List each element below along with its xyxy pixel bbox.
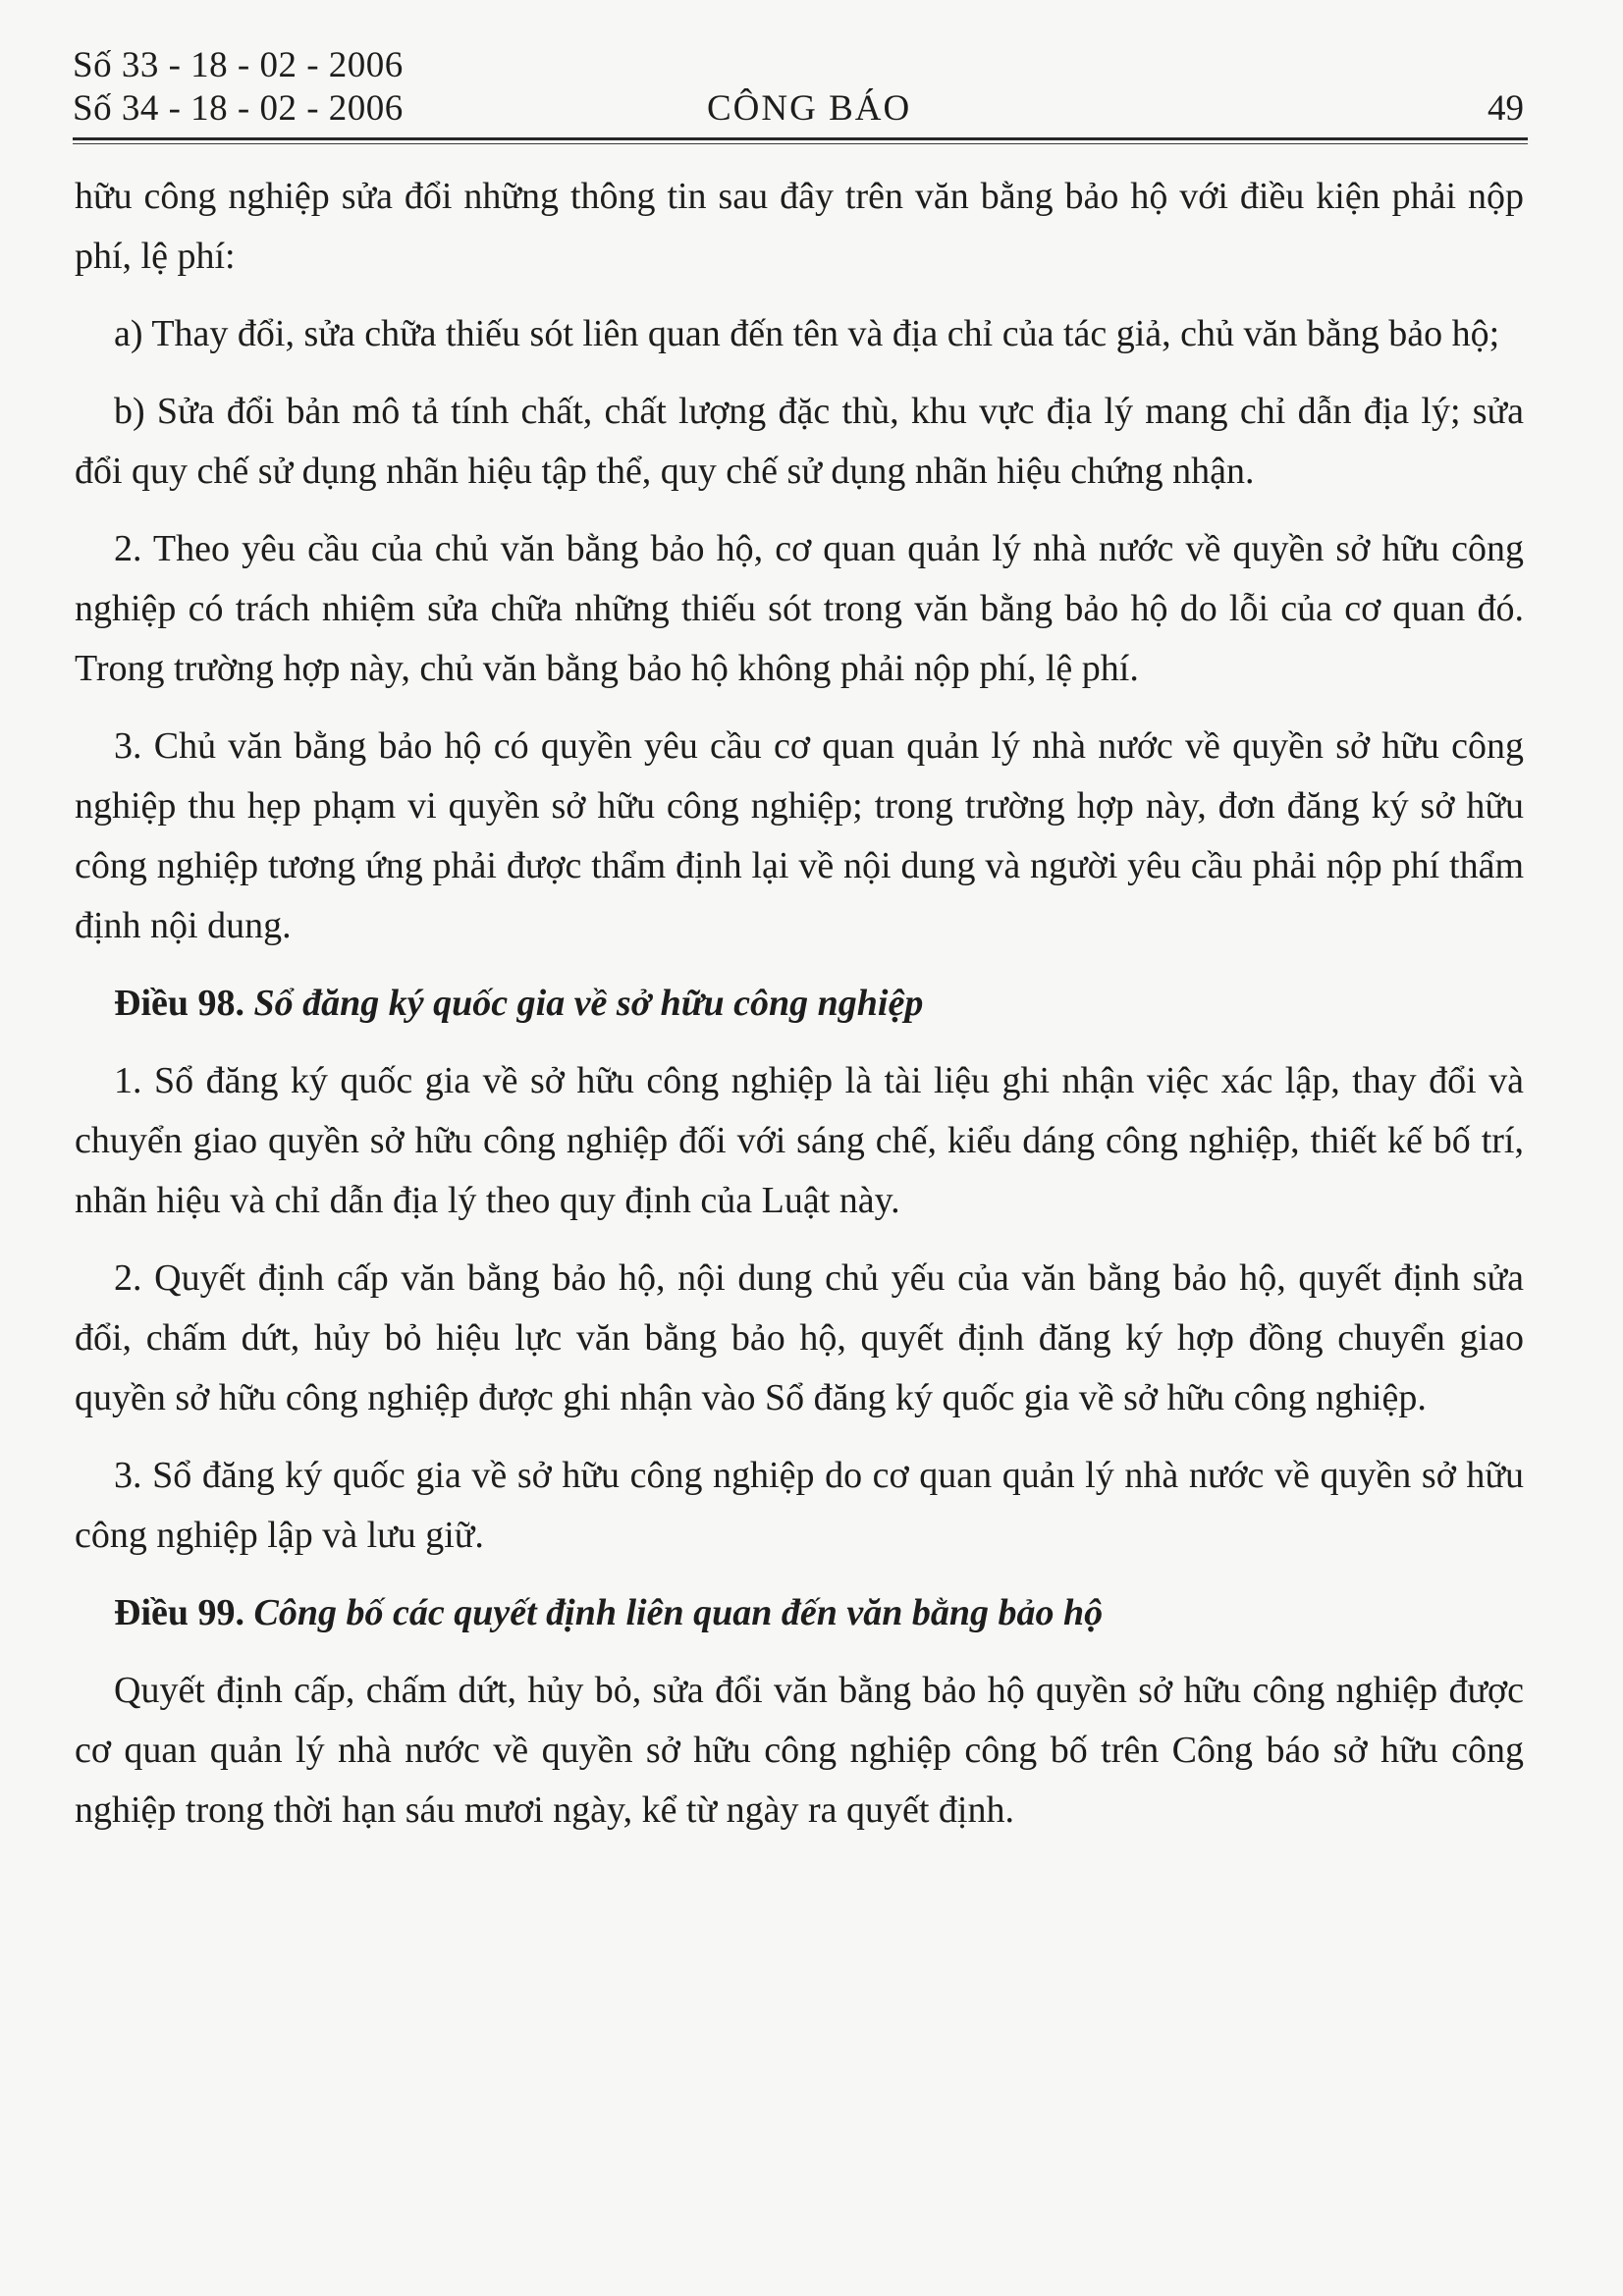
- header-rule-thick: [73, 137, 1528, 140]
- document-body: [75, 167, 1524, 1858]
- article-99-label: Điều 99.: [114, 1592, 244, 1633]
- item-b-paragraph: b) Sửa đổi bản mô tả tính chất, chất lượng đặc thù, khu vực địa lý mang chỉ dẫn địa lý; sửa đổi quy chế sử dụng nhãn hiệu tập thể, quy chế sử dụng nhãn hiệu chứng nhận.: [75, 391, 1524, 492]
- continuation-paragraph: hữu công nghiệp sửa đổi những thông tin sau đây trên văn bằng bảo hộ với điều kiện phải nộp phí, lệ phí:: [75, 176, 1524, 277]
- article-98-heading: [75, 974, 1524, 1034]
- clause-2-paragraph: 2. Theo yêu cầu của chủ văn bằng bảo hộ, cơ quan quản lý nhà nước về quyền sở hữu công nghiệp có trách nhiệm sửa chữa những thiếu sót trong văn bằng bảo hộ do lỗi của cơ quan đó. Trong trường hợp này, chủ văn bằng bảo hộ không phải nộp phí, lệ phí.: [75, 528, 1524, 689]
- article-98-clause-1: 1. Sổ đăng ký quốc gia về sở hữu công nghiệp là tài liệu ghi nhận việc xác lập, thay đổi và chuyển giao quyền sở hữu công nghiệp đối với sáng chế, kiểu dáng công nghiệp, thiết kế bố trí, nhãn hiệu và chỉ dẫn địa lý theo quy định của Luật này.: [75, 1060, 1524, 1221]
- article-98-label: Điều 98.: [114, 983, 244, 1024]
- article-98-clause-3: 3. Sổ đăng ký quốc gia về sở hữu công nghiệp do cơ quan quản lý nhà nước về quyền sở hữu công nghiệp lập và lưu giữ.: [75, 1455, 1524, 1556]
- article-98-clause-2: 2. Quyết định cấp văn bằng bảo hộ, nội dung chủ yếu của văn bằng bảo hộ, quyết định sửa đổi, chấm dứt, hủy bỏ hiệu lực văn bằng bảo hộ, quyết định đăng ký hợp đồng chuyển giao quyền sở hữu công nghiệp được ghi nhận vào Sổ đăng ký quốc gia về sở hữu công nghiệp.: [75, 1257, 1524, 1418]
- gazette-title: CÔNG BÁO: [707, 88, 912, 129]
- clause-3-paragraph: 3. Chủ văn bằng bảo hộ có quyền yêu cầu cơ quan quản lý nhà nước về quyền sở hữu công nghiệp thu hẹp phạm vi quyền sở hữu công nghiệp; trong trường hợp này, đơn đăng ký sở hữu công nghiệp tương ứng phải được thẩm định lại về nội dung và người yêu cầu phải nộp phí thẩm định nội dung.: [75, 725, 1524, 946]
- item-a-paragraph: a) Thay đổi, sửa chữa thiếu sót liên quan đến tên và địa chỉ của tác giả, chủ văn bằng bảo hộ;: [114, 313, 1500, 354]
- gazette-header: [73, 39, 1528, 141]
- issue-number-line-2: Số 34 - 18 - 02 - 2006: [73, 88, 404, 129]
- article-98-title: Sổ đăng ký quốc gia về sở hữu công nghiệp: [253, 983, 924, 1024]
- article-99-paragraph: Quyết định cấp, chấm dứt, hủy bỏ, sửa đổi văn bằng bảo hộ quyền sở hữu công nghiệp được cơ quan quản lý nhà nước về quyền sở hữu công nghiệp công bố trên Công báo sở hữu công nghiệp trong thời hạn sáu mươi ngày, kể từ ngày ra quyết định.: [75, 1670, 1524, 1831]
- header-rule-thin: [73, 143, 1528, 144]
- page-number: 49: [1488, 88, 1524, 129]
- article-99-heading: [75, 1583, 1524, 1643]
- article-99-title: Công bố các quyết định liên quan đến văn bằng bảo hộ: [253, 1592, 1104, 1633]
- issue-number-line-1: Số 33 - 18 - 02 - 2006: [73, 45, 404, 85]
